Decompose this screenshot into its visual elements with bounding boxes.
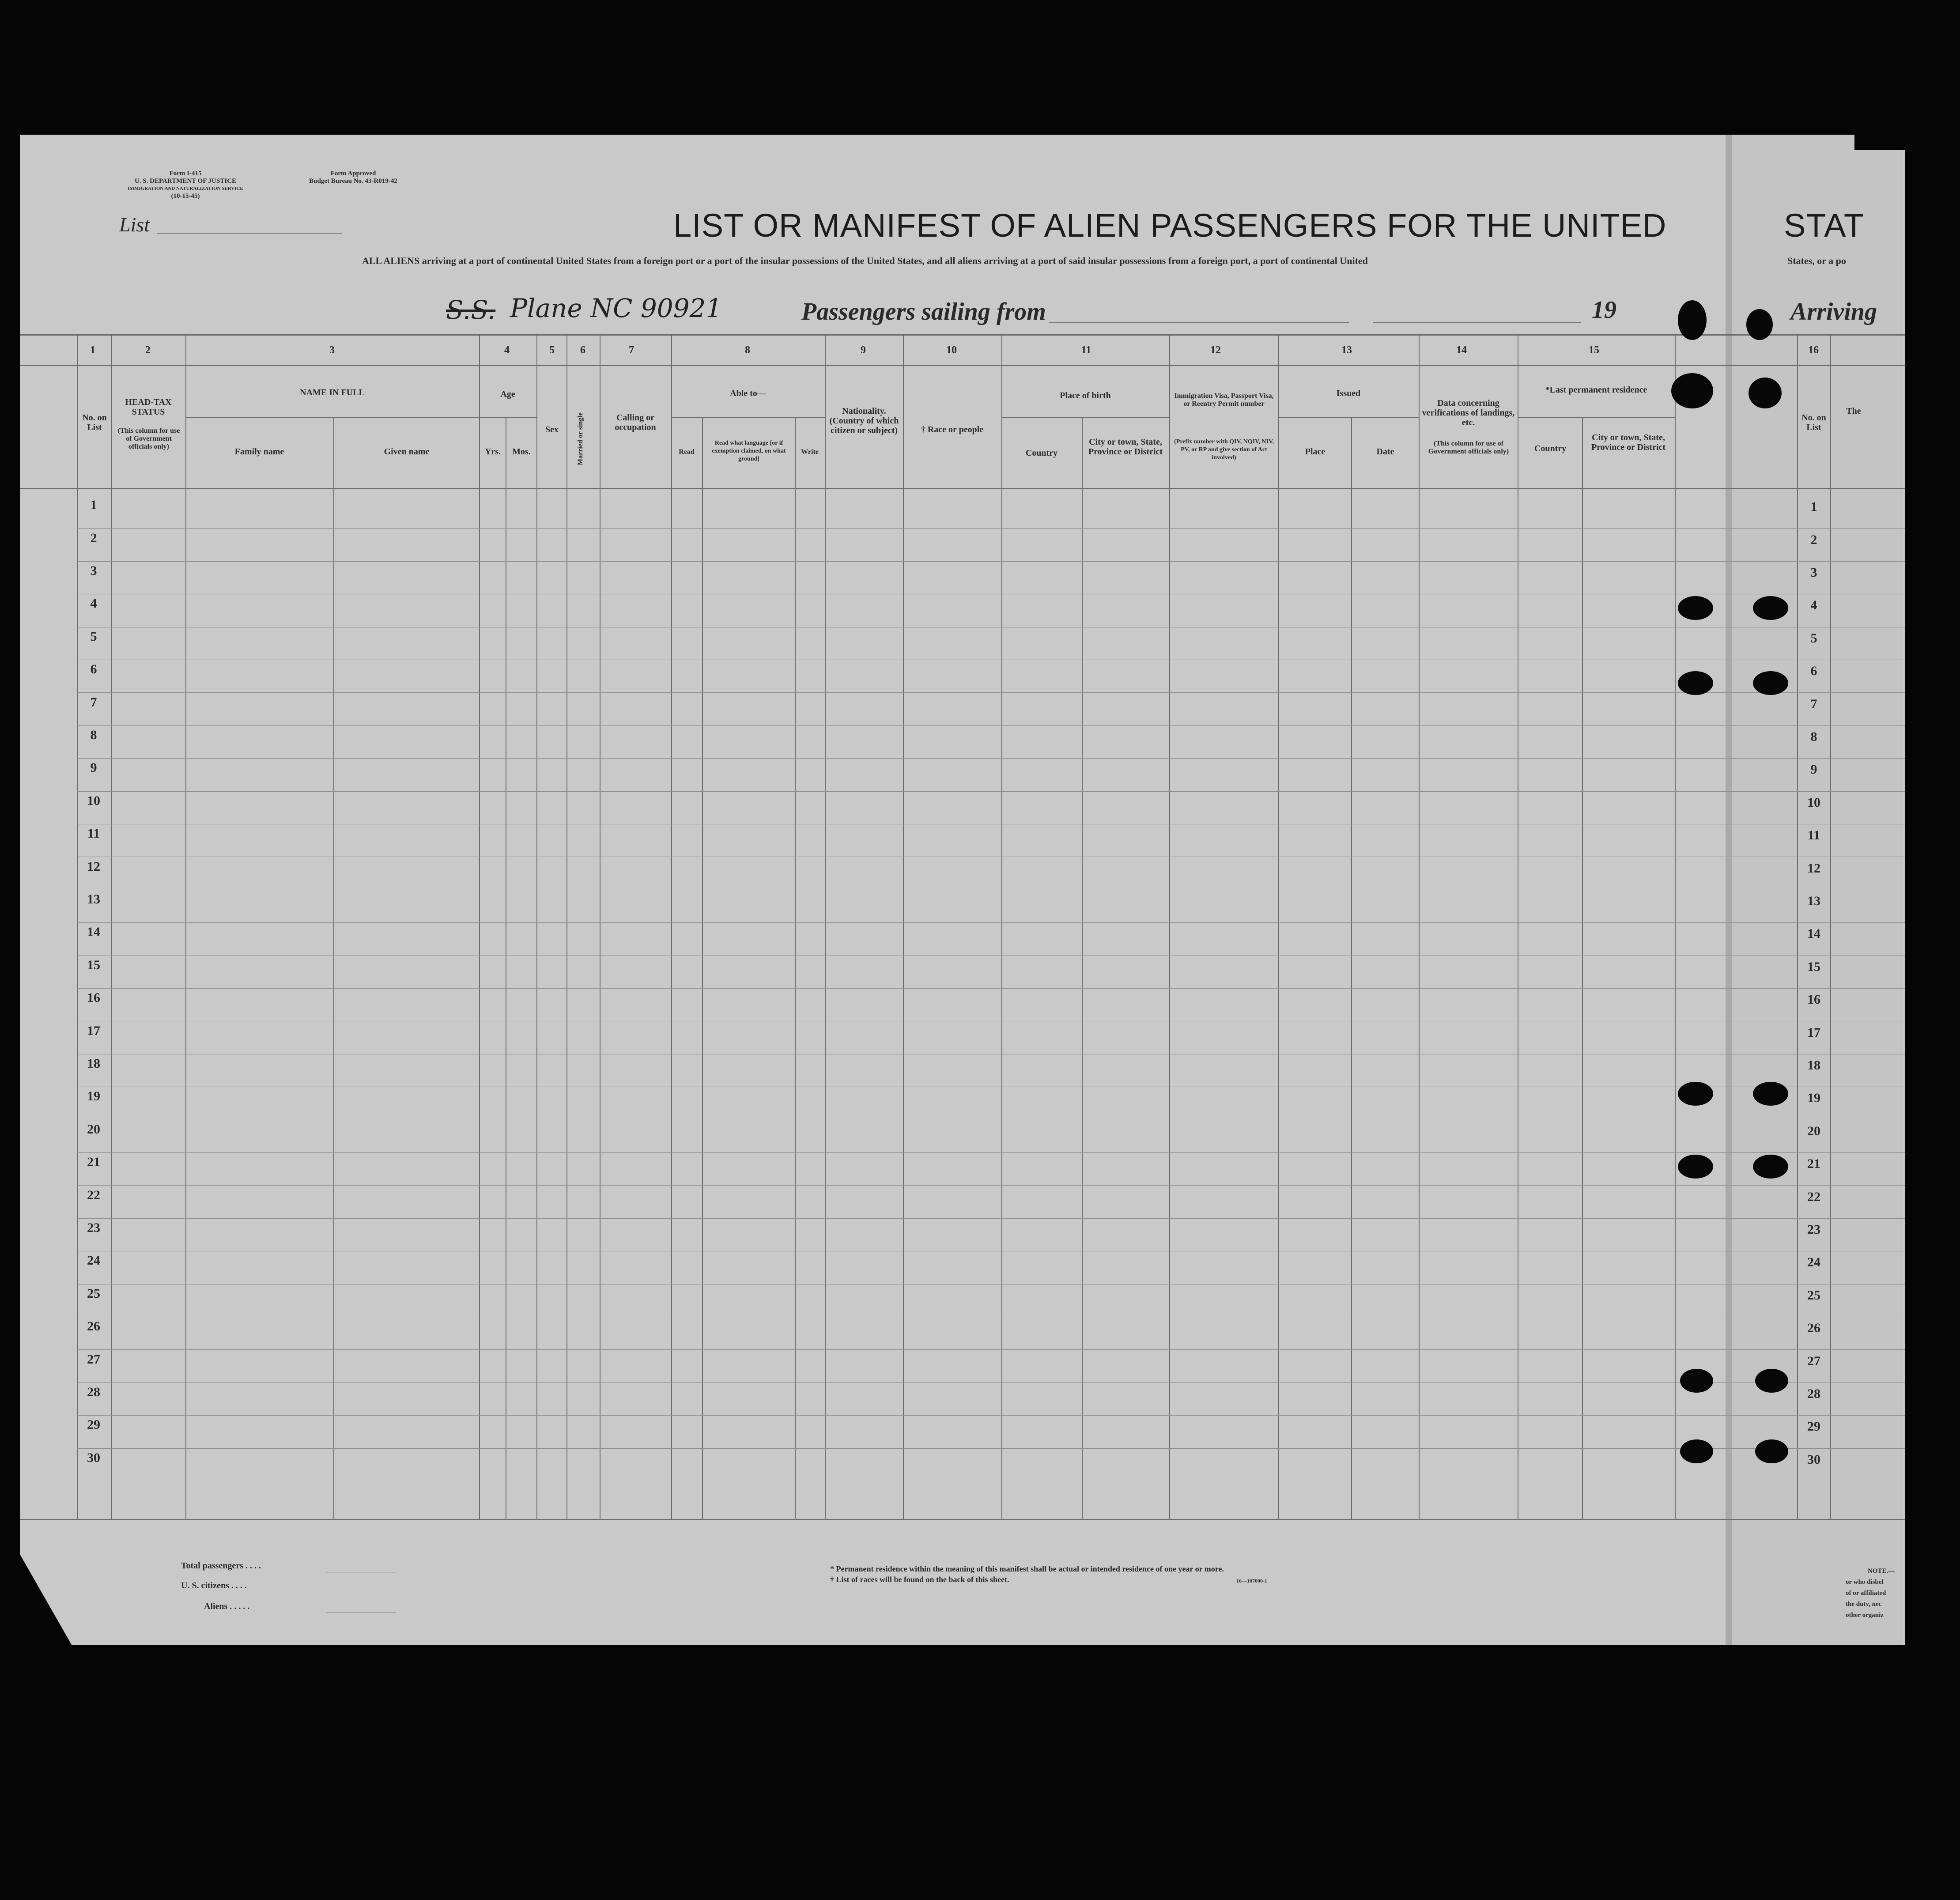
row-rule [77, 1448, 1905, 1449]
row-rule [77, 988, 1905, 989]
row-number-right: 21 [1807, 1156, 1820, 1171]
col-divider-13b [1351, 417, 1352, 1520]
col-number-8: 8 [745, 344, 750, 356]
row-number-right: 24 [1807, 1255, 1820, 1269]
col-number-6: 6 [580, 344, 585, 356]
blot-row6-a [1678, 671, 1713, 695]
row-number-right: 4 [1810, 598, 1817, 612]
data-concerning-note: (This column for use of Government officials only) [1428, 440, 1509, 455]
vessel-handwritten-name: Plane NC 90921 [510, 293, 722, 323]
name-subheader-rule [185, 417, 479, 418]
col-number-11: 11 [1081, 344, 1091, 356]
blot-row29-b [1755, 1439, 1788, 1463]
row-number-right: 12 [1807, 861, 1820, 876]
row-rule [77, 725, 1905, 726]
row-number-right: 6 [1810, 664, 1817, 678]
row-number-left: 25 [87, 1286, 100, 1301]
row-number-left: 18 [87, 1056, 100, 1071]
no-on-list-right-header: No. on List [1801, 413, 1826, 432]
right-note-3: of or affiliated [1846, 1590, 1886, 1597]
date-blank-line [1373, 322, 1581, 323]
given-name-header: Given name [384, 447, 430, 457]
able-to-header: Able to— [730, 389, 766, 398]
aliens-label: Aliens . . . . . [204, 1602, 250, 1611]
col-number-1: 1 [90, 344, 95, 356]
col-divider-5 [536, 334, 537, 1520]
passengers-sailing-label: Passengers sailing from [801, 298, 1046, 325]
col-divider-10 [903, 334, 904, 1520]
header-bottom-rule [20, 488, 1905, 489]
row-number-left: 30 [87, 1450, 100, 1465]
col-divider-18 [1830, 334, 1831, 1520]
row-number-left: 28 [87, 1385, 100, 1399]
race-header: † Race or people [921, 425, 984, 434]
print-code: 16—107000-1 [1236, 1578, 1267, 1584]
row-number-right: 20 [1807, 1124, 1820, 1138]
manifest-title: LIST OR MANIFEST OF ALIEN PASSENGERS FOR THE UNITED [673, 207, 1667, 244]
col-divider-13 [1278, 334, 1279, 1520]
row-number-left: 15 [87, 958, 100, 972]
nationality-header: Nationality. (Country of which citizen or subject) [829, 406, 899, 435]
row-rule [77, 922, 1905, 923]
row-number-left: 16 [87, 990, 100, 1005]
row-rule [77, 1415, 1905, 1416]
row-number-left: 12 [87, 859, 100, 874]
row-number-right: 2 [1810, 533, 1817, 547]
row-number-right: 30 [1807, 1452, 1820, 1467]
us-citizens-label: U. S. citizens . . . . [181, 1581, 247, 1590]
col-number-2: 2 [145, 344, 151, 356]
col-divider-2 [111, 334, 112, 1520]
row-number-left: 22 [87, 1188, 100, 1202]
col-number-15: 15 [1589, 344, 1599, 356]
read-header: Read [679, 448, 695, 456]
row-number-right: 17 [1807, 1025, 1820, 1040]
right-edge-shadow [1854, 124, 1960, 150]
residence-country-header: Country [1534, 444, 1567, 453]
blot-row18-a [1678, 1082, 1713, 1106]
able-subheader-rule [671, 417, 825, 418]
col-divider-16 [1675, 334, 1676, 1520]
head-tax-note: (This column for use of Government officials only) [117, 427, 180, 450]
table-bottom-rule [20, 1519, 1905, 1520]
age-header: Age [500, 389, 515, 399]
row-number-right: 11 [1807, 828, 1820, 842]
row-number-right: 13 [1807, 894, 1820, 908]
row-number-left: 26 [87, 1319, 100, 1333]
row-number-left: 8 [90, 728, 97, 742]
form-number: Form I-415 [169, 170, 202, 177]
total-passengers-label: Total passengers . . . . [181, 1561, 261, 1571]
row-number-left: 2 [90, 531, 97, 545]
issued-place-header: Place [1305, 447, 1326, 457]
residence-footnote: * Permanent residence within the meaning of this manifest shall be actual or intended residence of one year or more. [830, 1564, 1224, 1573]
form-identification [110, 170, 261, 200]
row-number-right: 22 [1807, 1190, 1820, 1204]
issued-header: Issued [1336, 389, 1361, 398]
col-divider-9 [825, 334, 826, 1520]
col-number-7: 7 [629, 344, 634, 356]
row-rule [77, 1185, 1905, 1186]
row-number-right: 16 [1807, 992, 1820, 1007]
races-footnote: † List of races will be found on the back of this sheet. [830, 1575, 1009, 1584]
place-of-birth-header: Place of birth [1060, 391, 1111, 400]
right-partial-header: The [1846, 406, 1861, 416]
row-number-left: 11 [87, 826, 100, 841]
budget-approval [283, 170, 424, 185]
col-divider-8c [795, 417, 796, 1520]
col-number-4: 4 [504, 344, 510, 356]
col-divider-11 [1001, 334, 1002, 1520]
blot-row27-b [1755, 1369, 1788, 1393]
col-number-9: 9 [861, 344, 866, 356]
age-years-header: Yrs. [484, 447, 501, 457]
row-number-right: 29 [1807, 1419, 1820, 1434]
issued-subheader-rule [1278, 417, 1419, 418]
col-divider-3b [333, 417, 334, 1520]
row-number-left: 13 [87, 892, 100, 907]
row-number-left: 9 [90, 760, 97, 775]
col-divider-17 [1797, 334, 1798, 1520]
right-note-5: other organiz [1846, 1612, 1884, 1619]
row-number-right: 28 [1807, 1386, 1820, 1401]
col-number-5: 5 [549, 344, 555, 356]
form-date-code: (10-15-45) [171, 193, 200, 200]
col-number-3: 3 [329, 344, 335, 356]
blot-top-a [1678, 300, 1707, 340]
row-number-right: 25 [1807, 1288, 1820, 1303]
blot-row27-a [1680, 1369, 1713, 1393]
budget-number: Budget Bureau No. 43-R019-42 [309, 178, 397, 185]
header-top-rule [20, 334, 1905, 336]
blot-row21-a [1678, 1155, 1713, 1179]
row-number-right: 8 [1810, 729, 1817, 744]
row-number-left: 1 [90, 498, 97, 512]
col-number-10: 10 [946, 344, 957, 356]
row-number-right: 15 [1807, 959, 1820, 974]
blot-header-b [1749, 378, 1782, 408]
birth-country-header: Country [1025, 448, 1058, 458]
row-number-right: 23 [1807, 1222, 1820, 1237]
manifest-subtitle-right: States, or a po [1787, 255, 1846, 266]
data-concerning-header: Data concerning verifications of landings, etc. [1422, 398, 1515, 427]
list-blank-line [157, 233, 342, 234]
age-subheader-rule [479, 417, 536, 418]
row-number-left: 17 [87, 1024, 100, 1038]
blot-row3-b [1753, 596, 1788, 620]
col-number-14: 14 [1456, 344, 1467, 356]
no-on-list-header: No. on List [82, 413, 107, 432]
col-divider-4 [479, 334, 480, 1520]
row-rule [77, 561, 1905, 562]
blot-header-a [1671, 373, 1713, 408]
blot-row21-b [1753, 1155, 1788, 1179]
row-number-right: 19 [1807, 1091, 1820, 1105]
issued-date-header: Date [1376, 447, 1394, 457]
row-rule [77, 1349, 1905, 1350]
ss-label: S.S. [446, 295, 496, 325]
row-number-right: 1 [1810, 499, 1817, 514]
row-number-left: 5 [90, 629, 97, 644]
right-note-4: the duty, nec [1846, 1601, 1882, 1608]
row-rule [77, 692, 1905, 693]
row-rule [77, 528, 1905, 529]
calling-header: Calling or occupation [615, 413, 656, 432]
read-language-header: Read what language [or if exemption claimed, on what ground] [712, 440, 786, 462]
row-number-left: 7 [90, 695, 97, 710]
col-divider-6 [566, 334, 567, 1520]
col-divider-8 [671, 334, 672, 1520]
blot-row3-a [1678, 596, 1713, 620]
arriving-label: Arriving [1790, 298, 1877, 325]
last-residence-header: *Last permanent residence [1545, 385, 1647, 395]
row-number-left: 6 [90, 662, 97, 676]
row-number-left: 14 [87, 925, 100, 939]
residence-city-header: City or town, State, Province or District [1591, 433, 1666, 452]
row-number-left: 19 [87, 1089, 100, 1103]
blot-row29-a [1680, 1439, 1713, 1463]
row-number-right: 3 [1810, 565, 1817, 580]
row-number-right: 18 [1807, 1058, 1820, 1073]
row-number-right: 27 [1807, 1354, 1820, 1368]
row-number-right: 14 [1807, 926, 1820, 941]
col-divider-1 [77, 334, 78, 1520]
row-number-left: 29 [87, 1417, 100, 1432]
married-single-header: Married or single [577, 412, 584, 465]
row-number-right: 10 [1807, 795, 1820, 810]
col-divider-15b [1582, 417, 1583, 1520]
row-number-right: 5 [1810, 631, 1817, 646]
write-header: Write [801, 448, 819, 456]
row-number-left: 20 [87, 1122, 100, 1137]
col-number-13: 13 [1341, 344, 1352, 356]
blot-row18-b [1753, 1082, 1788, 1106]
blot-row6-b [1753, 671, 1788, 695]
residence-subheader-rule [1518, 417, 1675, 418]
row-number-left: 10 [87, 793, 100, 808]
manifest-title-right: STAT [1784, 207, 1865, 244]
sailing-from-blank-line [1049, 322, 1349, 323]
row-rule [77, 1152, 1905, 1153]
sex-header: Sex [545, 425, 559, 434]
year-prefix: 19 [1592, 296, 1616, 324]
family-name-header: Family name [234, 447, 284, 457]
manifest-subtitle: ALL ALIENS arriving at a port of continental United States from a foreign port or a port of the insular possessions of the United States, and all aliens arriving at a port of said insular possessions from a foreign port, a port of continental United [362, 255, 1368, 266]
col-divider-12 [1169, 334, 1170, 1520]
birth-city-header: City or town, State, Province or District [1088, 437, 1163, 457]
row-rule [77, 758, 1905, 759]
row-number-left: 23 [87, 1220, 100, 1235]
row-number-left: 27 [87, 1352, 100, 1367]
visa-header: Immigration Visa, Passport Visa, or Reentry Permit number [1174, 392, 1274, 408]
column-number-rule [20, 365, 1905, 366]
birth-subheader-rule [1001, 417, 1169, 418]
col-number-16: 16 [1808, 344, 1819, 356]
row-number-left: 3 [90, 563, 97, 578]
service-name: IMMIGRATION AND NATURALIZATION SERVICE [128, 186, 243, 191]
col-number-12: 12 [1210, 344, 1221, 356]
blot-top-b [1746, 309, 1773, 340]
name-in-full-header: NAME IN FULL [300, 388, 365, 397]
department-name: U. S. DEPARTMENT OF JUSTICE [134, 178, 237, 185]
head-tax-header: HEAD-TAX STATUS [125, 397, 172, 417]
row-rule [77, 1218, 1905, 1219]
right-note-2: or who disbel [1846, 1579, 1884, 1586]
row-number-right: 9 [1810, 762, 1817, 777]
row-number-left: 21 [87, 1155, 100, 1169]
age-months-header: Mos. [512, 447, 531, 457]
visa-note: (Prefix number with QIV, NQIV, NIV, PV, or RP and give section of Act involved) [1174, 438, 1274, 461]
col-divider-8b [702, 417, 703, 1520]
row-number-left: 24 [87, 1253, 100, 1268]
col-divider-3 [185, 334, 186, 1520]
row-rule [77, 791, 1905, 792]
approval-label: Form Approved [330, 170, 376, 177]
col-divider-11b [1082, 417, 1083, 1520]
row-number-right: 26 [1807, 1321, 1820, 1335]
list-label: List [119, 213, 150, 236]
right-note-1: NOTE.— [1868, 1568, 1895, 1575]
col-divider-14 [1419, 334, 1420, 1520]
row-number-right: 7 [1810, 697, 1817, 711]
row-number-left: 4 [90, 596, 97, 611]
